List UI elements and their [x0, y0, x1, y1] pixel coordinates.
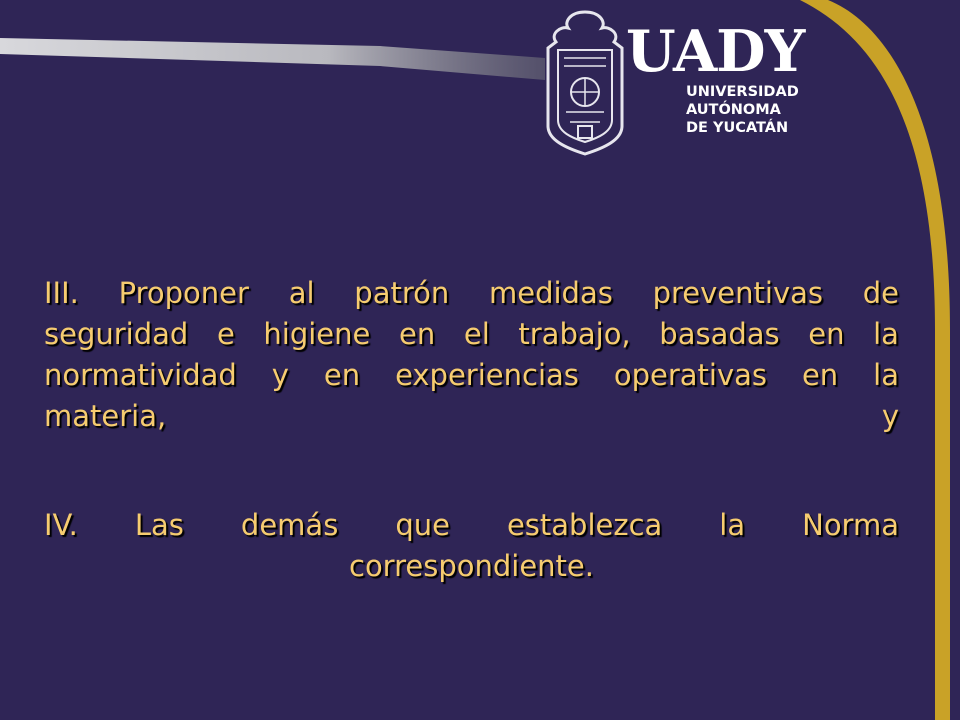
- word: patrón: [354, 276, 450, 310]
- text-line: [44, 505, 899, 546]
- word: e: [216, 317, 235, 351]
- university-name-line: DE YUCATÁN: [686, 120, 789, 136]
- word: en: [323, 358, 361, 392]
- word: al: [288, 276, 315, 310]
- text-line: [44, 396, 899, 437]
- word: Proponer: [118, 276, 249, 310]
- word: Las: [134, 508, 184, 542]
- word: IV.: [44, 508, 78, 542]
- gray-band: [0, 38, 545, 80]
- logo-wordmark: UADY: [626, 18, 805, 85]
- word: que: [395, 508, 450, 542]
- word: preventivas: [652, 276, 823, 310]
- word: basadas: [659, 317, 780, 351]
- word: higiene: [263, 317, 371, 351]
- word: la: [873, 317, 899, 351]
- word: la: [873, 358, 899, 392]
- word: en: [399, 317, 436, 351]
- text-line: [44, 273, 899, 314]
- item-iv-paragraph: [44, 505, 899, 587]
- word: demás: [240, 508, 339, 542]
- text-line: [44, 355, 899, 396]
- word: medidas: [489, 276, 613, 310]
- text-line: [44, 314, 899, 355]
- word: seguridad: [44, 317, 189, 351]
- university-name: [686, 83, 799, 137]
- word: operativas: [613, 358, 767, 392]
- word: Norma: [802, 508, 899, 542]
- uady-logo: [530, 8, 805, 158]
- university-seal-icon: [540, 8, 630, 158]
- word: III.: [44, 276, 79, 310]
- university-name-line: AUTÓNOMA: [686, 102, 781, 118]
- word: normatividad: [44, 358, 237, 392]
- item-iii-paragraph: [44, 273, 899, 437]
- word: de: [862, 276, 899, 310]
- word: y: [881, 399, 899, 433]
- text-line: correspondiente.: [349, 549, 594, 583]
- word: el: [463, 317, 490, 351]
- university-name-line: UNIVERSIDAD: [686, 84, 799, 100]
- word: establezca: [506, 508, 663, 542]
- word: y: [271, 358, 289, 392]
- word: experiencias: [395, 358, 579, 392]
- word: en: [808, 317, 845, 351]
- word: trabajo,: [518, 317, 631, 351]
- word: en: [801, 358, 839, 392]
- word: la: [719, 508, 746, 542]
- word: materia,: [44, 399, 167, 433]
